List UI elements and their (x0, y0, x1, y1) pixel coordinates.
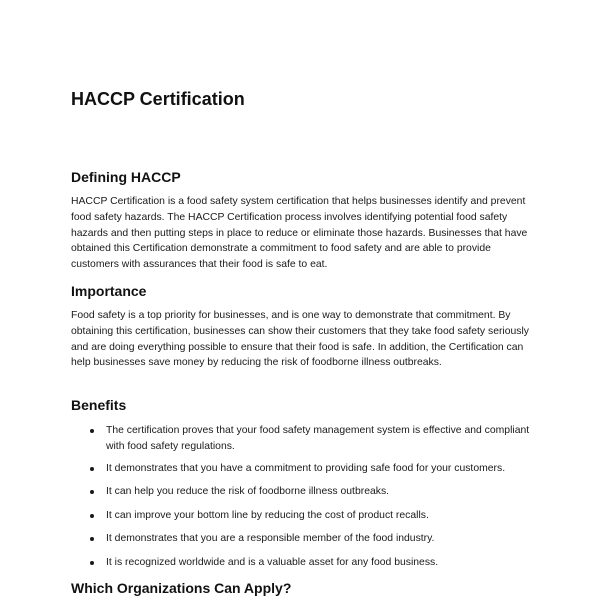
list-item-text: It demonstrates that you have a commitment to providing safe food for your customers. (106, 463, 506, 474)
bullet-icon (90, 561, 94, 565)
bullet-icon (90, 467, 94, 471)
bullet-icon (90, 537, 94, 541)
bullet-icon (90, 429, 94, 433)
list-item-text: It demonstrates that you are a responsible member of the food industry. (106, 533, 435, 544)
bullet-icon (90, 490, 94, 494)
list-item-text: It can improve your bottom line by reducing the cost of product recalls. (106, 510, 429, 521)
section-body-defining-haccp: HACCP Certification is a food safety system certification that helps businesses identify and prevent food safety hazards. The HACCP Certification process involves identifying potential food safety hazards and then putting steps in place to reduce or eliminate those hazards. Businesses that have obtained this Certification demonstrate a commitment to food safety and are able to provide customers with assurances that their food is safe to eat. (71, 196, 528, 271)
section-heading-which-organizations: Which Organizations Can Apply? (71, 580, 292, 596)
list-item-text: It is recognized worldwide and is a valuable asset for any food business. (106, 557, 439, 568)
section-body-importance: Food safety is a top priority for businesses, and is one way to demonstrate that commitment. By obtaining this certification, businesses can show their customers that they take food safety seriously and are doing everything possible to ensure that their food is safe. In addition, the Certification can help businesses save money by reducing the risk of foodborne illness outbreaks. (71, 310, 529, 369)
list-item-text: It can help you reduce the risk of foodborne illness outbreaks. (106, 486, 390, 497)
section-heading-benefits: Benefits (71, 397, 127, 413)
list-item-text: The certification proves that your food safety management system is effective and compliant with food safety regulations. (106, 425, 530, 452)
section-heading-importance: Importance (71, 283, 147, 299)
bullet-icon (90, 514, 94, 518)
section-heading-defining-haccp: Defining HACCP (71, 169, 181, 185)
page-title: HACCP Certification (71, 89, 245, 109)
